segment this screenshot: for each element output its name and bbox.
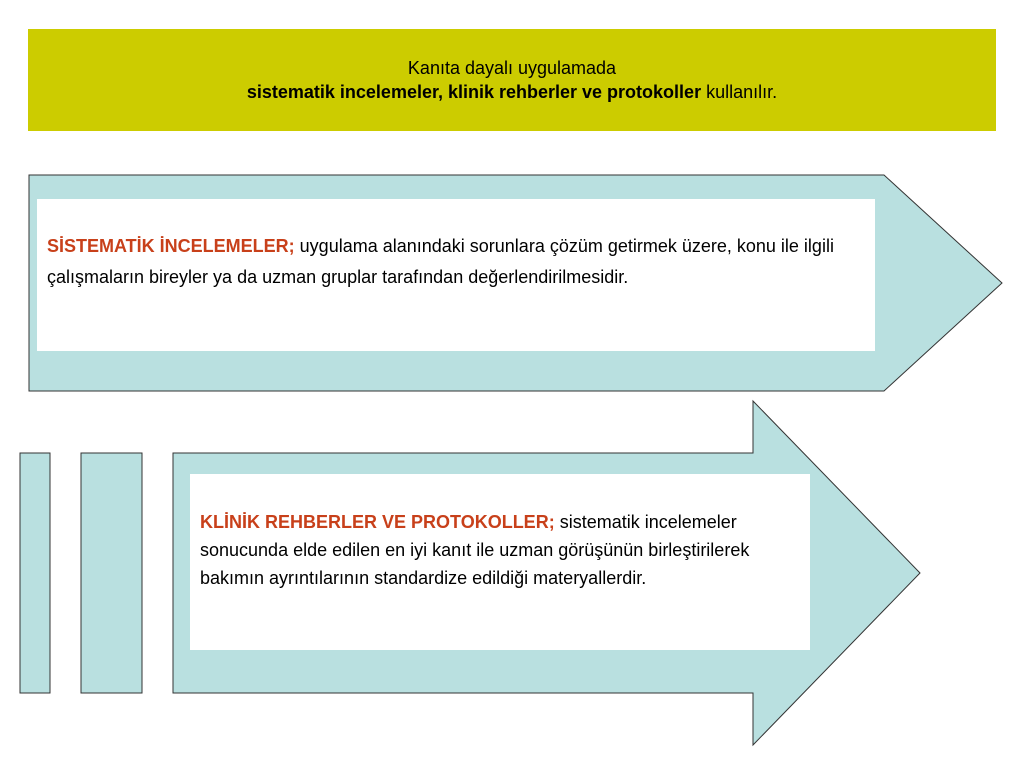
systematic-reviews-definition: uygulama alanındaki sorunlara çözüm getirmek üzere, konu ile ilgili çalışmaların bireyler ya da uzman gruplar tarafından değerlendirilmesidir. bbox=[47, 236, 834, 287]
clinical-guidelines-textbox bbox=[190, 474, 810, 650]
systematic-reviews-textbox bbox=[37, 199, 875, 351]
clinical-guidelines-definition: sistematik incelemeler sonucunda elde edilen en iyi kanıt ile uzman görüşünün birleştirilerek bakımın ayrıntılarının standardize edildiği materyallerdir. bbox=[200, 512, 750, 588]
stripe-middle bbox=[81, 453, 142, 693]
header-line1: Kanıta dayalı uygulamada bbox=[407, 58, 617, 78]
header-line2-bold: sistematik incelemeler, klinik rehberler ve protokoller bbox=[246, 82, 702, 102]
clinical-guidelines-term: KLİNİK REHBERLER VE PROTOKOLLER; bbox=[200, 512, 555, 532]
stripe-left bbox=[20, 453, 50, 693]
systematic-reviews-term: SİSTEMATİK İNCELEMELER; bbox=[47, 236, 295, 256]
header-line2-rest: kullanılır. bbox=[701, 82, 778, 102]
